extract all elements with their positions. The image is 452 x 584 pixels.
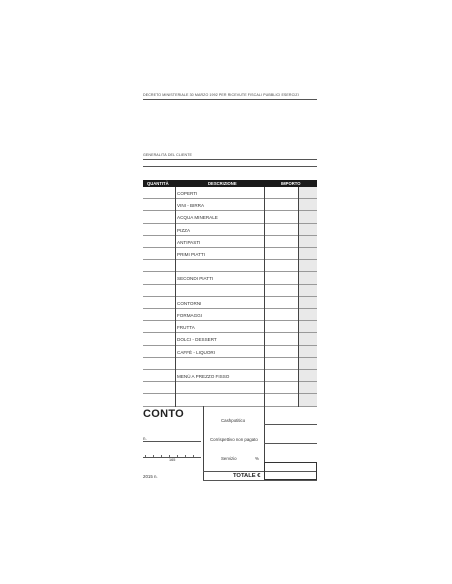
cashbox-label: Cashpotitico — [221, 418, 246, 423]
table-row — [143, 297, 317, 309]
corrispettivo-line — [264, 443, 317, 444]
scale-tick — [153, 455, 154, 457]
number-label: n. — [143, 436, 147, 441]
item-description: CONTORNI — [177, 300, 202, 306]
table-row — [143, 333, 317, 345]
scale-tick — [193, 455, 194, 457]
scale-tick — [177, 455, 178, 457]
client-label: GENERALITÀ DEL CLIENTE — [143, 153, 192, 157]
totals-area — [143, 406, 317, 480]
table-row — [143, 382, 317, 394]
table-row — [143, 199, 317, 211]
header-quantity: QUANTITÀ — [147, 181, 169, 186]
number-line — [143, 441, 201, 442]
item-description: PIZZA — [177, 227, 191, 233]
table-row — [143, 224, 317, 236]
item-description: DOLCI - DESSERT — [177, 337, 217, 343]
total-label: TOTALE € — [233, 473, 261, 479]
item-description: CAFFÈ - LIQUORI — [177, 349, 216, 355]
servizio-label: Servizio — [221, 456, 237, 461]
scale-ruler — [143, 455, 201, 457]
item-description: VINI - BIRRA — [177, 203, 205, 209]
total-line-bottom — [203, 480, 317, 481]
table-row — [143, 358, 317, 370]
table-row — [143, 236, 317, 248]
items-table — [143, 187, 317, 407]
legal-note: DECRETO MINISTERIALE 30 MARZO 1992 PER RICEVUTE FISCALI PUBBLICI ESERCIZI — [143, 93, 299, 97]
table-row — [143, 321, 317, 333]
bottom-divider-left — [203, 406, 204, 480]
col-divider-2 — [264, 187, 265, 407]
table-row — [143, 248, 317, 260]
item-description: COPERTI — [177, 191, 198, 196]
item-description: ACQUA MINERALE — [177, 215, 218, 221]
table-header — [143, 180, 317, 187]
item-description: ANTIPASTI — [177, 239, 201, 245]
conto-title: CONTO — [143, 408, 185, 420]
corrispettivo-label: Corrispettivo non pagato — [210, 437, 258, 442]
table-row — [143, 272, 317, 284]
header-amount: IMPORTO — [281, 181, 301, 186]
table-row — [143, 285, 317, 297]
cashbox-line — [264, 424, 317, 425]
divider-client-1 — [143, 159, 317, 160]
item-description: FORMAGGI — [177, 313, 203, 318]
item-description: FRUTTA — [177, 325, 195, 331]
scale-tick — [145, 455, 146, 457]
table-row — [143, 211, 317, 223]
table-row — [143, 346, 317, 358]
total-box — [264, 462, 317, 480]
item-description: PRIMI PIATTI — [177, 252, 205, 257]
divider-client-2 — [143, 166, 317, 167]
scale-tick — [185, 455, 186, 457]
percent-label: % — [255, 456, 259, 461]
col-divider-1 — [175, 187, 176, 407]
col-divider-3 — [298, 187, 299, 407]
item-description: MENÙ A PREZZO FISSO — [177, 374, 230, 379]
table-row — [143, 187, 317, 199]
divider-top — [143, 99, 317, 100]
table-row — [143, 370, 317, 382]
header-description: DESCRIZIONE — [208, 181, 237, 186]
table-row — [143, 309, 317, 321]
scale-label: 165 — [169, 458, 176, 462]
table-row — [143, 394, 317, 406]
scale-tick — [161, 455, 162, 457]
table-row — [143, 260, 317, 272]
item-description: SECONDI PIATTI — [177, 276, 214, 282]
scale-tick — [169, 455, 170, 457]
year-label: 2015 n. — [143, 474, 158, 479]
